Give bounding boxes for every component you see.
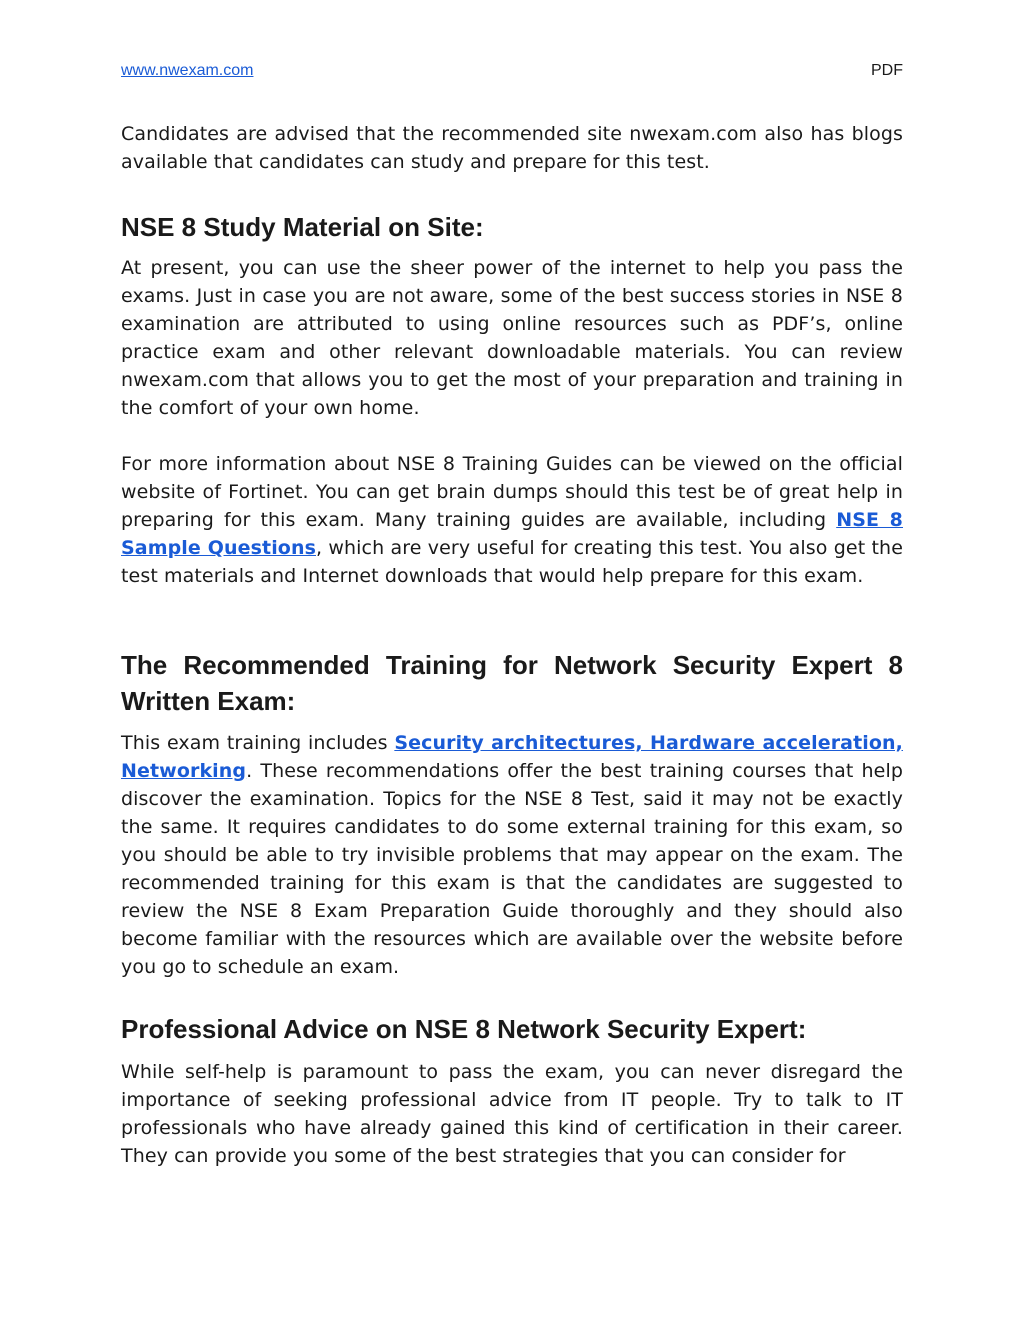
paragraph-text: This exam training includes	[121, 732, 395, 754]
section-study-material	[121, 209, 903, 245]
study-material-paragraph-2	[121, 450, 903, 590]
study-material-paragraph-2-block	[121, 450, 903, 590]
section-professional-advice	[121, 1011, 903, 1047]
paragraph-text: For more information about NSE 8 Training Guides can be viewed on the official website of Fortinet. You can get brain dumps should this test be of great help in preparing for this exam. Many training guides are available, including	[121, 453, 903, 531]
paragraph-text: , which are very useful for creating this test. You also get the test materials and Internet downloads that would help prepare for this exam.	[121, 537, 903, 587]
study-material-paragraph-1-block	[121, 254, 903, 422]
section-heading-study-material: NSE 8 Study Material on Site:	[121, 212, 484, 242]
section-recommended-training	[121, 647, 903, 719]
nse8-sample-questions-link[interactable]: NSE 8 Sample Questions	[121, 509, 903, 559]
section-heading-professional-advice: Professional Advice on NSE 8 Network Security Expert:	[121, 1014, 807, 1044]
paragraph-text: . These recommendations offer the best training courses that help discover the examination. Topics for the NSE 8 Test, said it may not be exactly the same. It requires candidates to do some external training for this exam, so you should be able to try invisible problems that may appear on the exam. The recommended training for this exam is that the candidates are suggested to review the NSE 8 Exam Preparation Guide thoroughly and they should also become familiar with the resources which are available over the website before you go to schedule an exam.	[121, 760, 903, 978]
page-header	[121, 62, 903, 86]
training-topics-link[interactable]: Security architectures, Hardware acceleration, Networking	[121, 732, 903, 782]
intro-paragraph: Candidates are advised that the recommended site nwexam.com also has blogs available that candidates can study and prepare for this test.	[121, 123, 903, 173]
professional-advice-paragraph: While self-help is paramount to pass the exam, you can never disregard the importance of seeking professional advice from IT people. Try to talk to IT professionals who have already gained this kind of certification in their career. They can provide you some of the best strategies that you can consider for	[121, 1061, 903, 1167]
section-heading-recommended-training: The Recommended Training for Network Security Expert 8 Written Exam:	[121, 650, 903, 716]
professional-advice-paragraph-block	[121, 1058, 903, 1170]
study-material-paragraph-1: At present, you can use the sheer power of the internet to help you pass the exams. Just in case you are not aware, some of the best success stories in NSE 8 examination are attributed to using online resources such as PDF’s, online practice exam and other relevant downloadable materials. You can review nwexam.com that allows you to get the most of your preparation and training in the comfort of your own home.	[121, 257, 903, 419]
pdf-label: PDF	[871, 62, 903, 79]
recommended-training-paragraph	[121, 729, 903, 981]
recommended-training-paragraph-block	[121, 729, 903, 981]
intro-paragraph-block	[121, 120, 903, 176]
site-link[interactable]: www.nwexam.com	[121, 62, 254, 79]
